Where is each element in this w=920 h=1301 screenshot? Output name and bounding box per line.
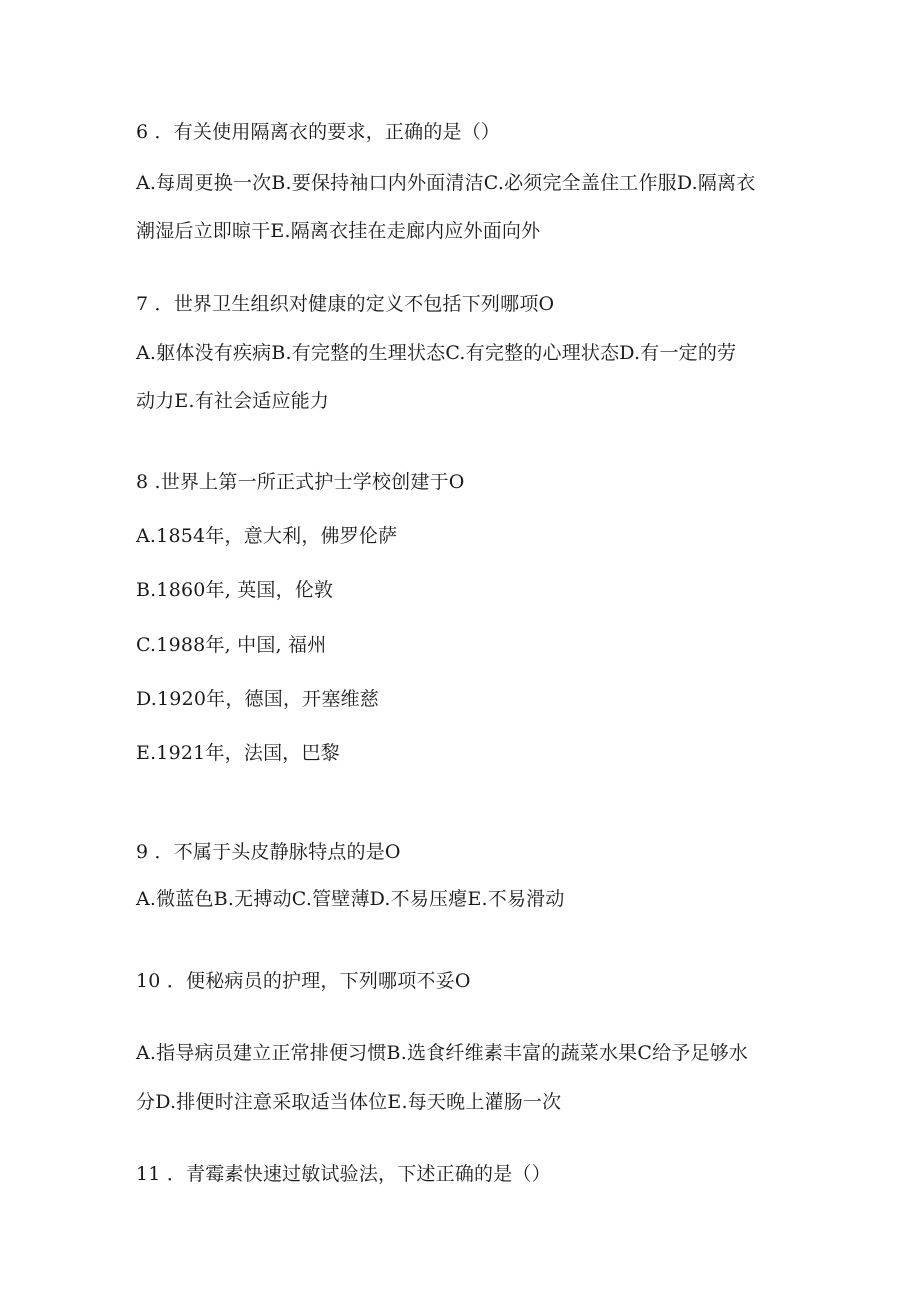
question-option: E.1921年，法国，巴黎 xyxy=(136,742,340,764)
question-options-line: A.每周更换一次B.要保持袖口内外面清洁C.必须完全盖住工作服D.隔离衣 xyxy=(136,172,756,194)
question-option: B.1860年, 英国，伦敦 xyxy=(136,579,334,601)
question-options-line: A.躯体没有疾病B.有完整的生理状态C.有完整的心理状态D.有一定的劳 xyxy=(136,342,737,364)
question-options-line: A.微蓝色B.无搏动C.管壁薄D.不易压瘪E.不易滑动 xyxy=(136,888,565,910)
question-stem: 10 ．便秘病员的护理，下列哪项不妥O xyxy=(136,970,471,992)
question-options-line: A.指导病员建立正常排便习惯B.选食纤维素丰富的蔬菜水果C给予足够水 xyxy=(136,1042,749,1064)
question-stem: 9 ．不属于头皮静脉特点的是O xyxy=(136,841,401,863)
question-options-line: 分D.排便时注意采取适当体位E.每天晚上灌肠一次 xyxy=(136,1091,562,1113)
question-stem: 7 ．世界卫生组织对健康的定义不包括下列哪项O xyxy=(136,293,555,315)
question-option: A.1854年，意大利，佛罗伦萨 xyxy=(136,525,398,547)
question-options-line: 动力E.有社会适应能力 xyxy=(136,390,330,412)
question-option: D.1920年，德国，开塞维慈 xyxy=(136,688,379,710)
question-stem: 6 ．有关使用隔离衣的要求，正确的是（） xyxy=(136,121,501,143)
question-stem: 8 .世界上第一所正式护士学校创建于O xyxy=(136,471,465,493)
question-options-line: 潮湿后立即晾干E.隔离衣挂在走廊内应外面向外 xyxy=(136,220,541,242)
question-stem: 11 ．青霉素快速过敏试验法，下述正确的是（） xyxy=(136,1163,551,1185)
question-option: C.1988年, 中国, 福州 xyxy=(136,634,327,656)
